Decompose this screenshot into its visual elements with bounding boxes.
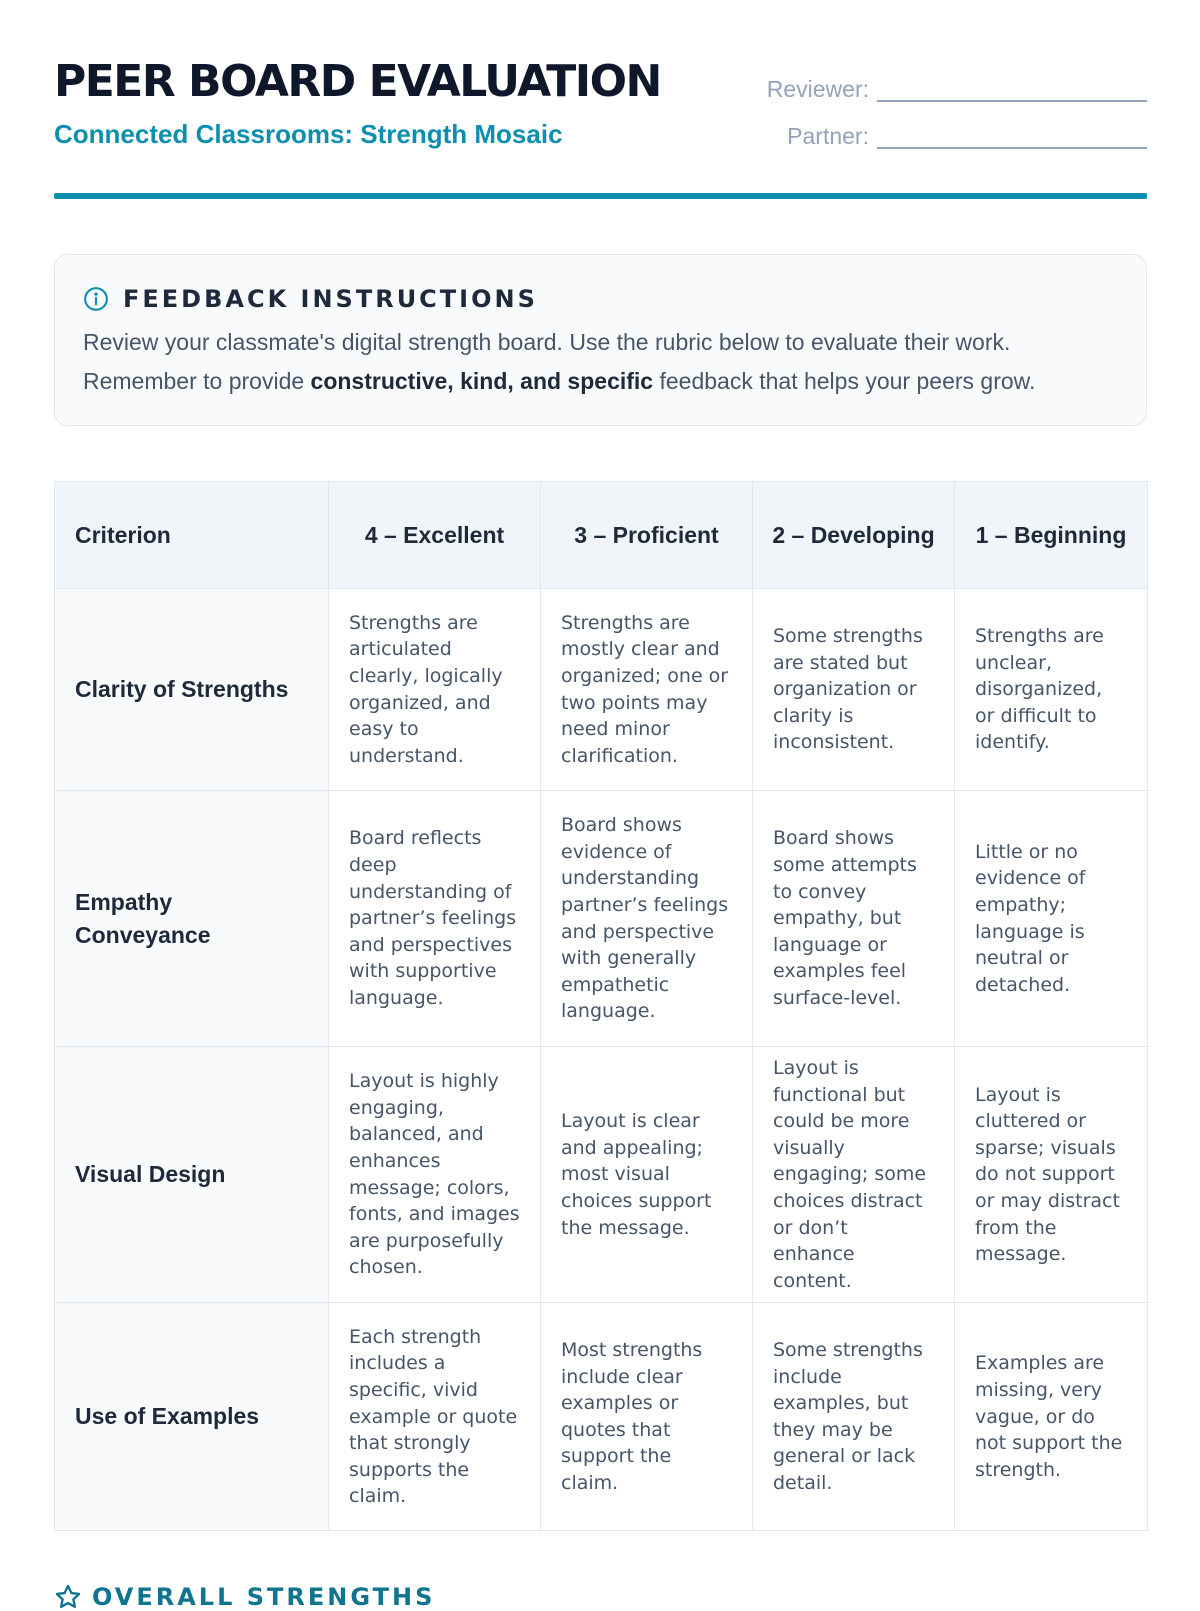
rubric-cell[interactable]: Layout is clear and appealing; most visual choices support the message. bbox=[541, 1047, 753, 1303]
rubric-cell[interactable]: Some strengths are stated but organization or clarity is inconsistent. bbox=[753, 589, 955, 791]
page-subtitle: Connected Classrooms: Strength Mosaic bbox=[54, 119, 563, 149]
rubric-cell[interactable]: Examples are missing, very vague, or do not support the strength. bbox=[955, 1303, 1148, 1531]
table-row bbox=[55, 1047, 1148, 1303]
page-title: PEER BOARD EVALUATION bbox=[54, 56, 661, 107]
header-level-4: 4 – Excellent bbox=[329, 482, 541, 589]
instructions-heading bbox=[83, 285, 538, 313]
rubric-cell[interactable]: Strengths are articulated clearly, logically organized, and easy to understand. bbox=[329, 589, 541, 791]
header-level-2: 2 – Developing bbox=[753, 482, 955, 589]
table-row bbox=[55, 1303, 1148, 1531]
rubric-cell[interactable]: Layout is cluttered or sparse; visuals do not support or may distract from the message. bbox=[955, 1047, 1148, 1303]
table-row bbox=[55, 589, 1148, 791]
instructions-title: FEEDBACK INSTRUCTIONS bbox=[123, 285, 538, 313]
reviewer-input-line[interactable] bbox=[877, 78, 1147, 102]
rubric-cell[interactable]: Little or no evidence of empathy; language is neutral or detached. bbox=[955, 791, 1148, 1047]
criterion-visual-design: Visual Design bbox=[55, 1047, 329, 1303]
reviewer-field bbox=[767, 76, 1147, 102]
rubric-cell[interactable]: Each strength includes a specific, vivid example or quote that strongly supports the claim. bbox=[329, 1303, 541, 1531]
rubric-cell[interactable]: Strengths are mostly clear and organized; one or two points may need minor clarification. bbox=[541, 589, 753, 791]
rubric-cell[interactable]: Layout is highly engaging, balanced, and enhances message; colors, fonts, and images are purposefully chosen. bbox=[329, 1047, 541, 1303]
rubric-cell[interactable]: Strengths are unclear, disorganized, or difficult to identify. bbox=[955, 589, 1148, 791]
instructions-box bbox=[54, 254, 1147, 426]
instructions-text bbox=[83, 323, 1123, 401]
header-divider bbox=[54, 193, 1147, 199]
header-level-3: 3 – Proficient bbox=[541, 482, 753, 589]
header-criterion: Criterion bbox=[55, 482, 329, 589]
header-level-1: 1 – Beginning bbox=[955, 482, 1148, 589]
rubric-cell[interactable]: Layout is functional but could be more visually engaging; some choices distract or don’t enhance content. bbox=[753, 1047, 955, 1303]
header bbox=[54, 0, 1147, 202]
rubric-table bbox=[54, 481, 1148, 1531]
criterion-clarity: Clarity of Strengths bbox=[55, 589, 329, 791]
criterion-examples: Use of Examples bbox=[55, 1303, 329, 1531]
criterion-empathy: Empathy Conveyance bbox=[55, 791, 329, 1047]
table-row bbox=[55, 791, 1148, 1047]
reviewer-label: Reviewer: bbox=[766, 76, 869, 102]
partner-field bbox=[787, 123, 1147, 149]
partner-input-line[interactable] bbox=[877, 125, 1147, 149]
instructions-text-part-1: Review your classmate's digital strength board. Use the rubric below to evaluate their work. Remember to provide bbox=[83, 329, 1011, 394]
rubric-cell[interactable]: Board reflects deep understanding of partner’s feelings and perspectives with supportive language. bbox=[329, 791, 541, 1047]
overall-strengths-heading bbox=[54, 1583, 435, 1611]
instructions-text-bold: constructive, kind, and specific bbox=[310, 368, 654, 394]
rubric-cell[interactable]: Board shows evidence of understanding partner’s feelings and perspective with generally empathetic language. bbox=[541, 791, 753, 1047]
rubric-header-row bbox=[55, 482, 1148, 589]
instructions-text-part-2: feedback that helps your peers grow. bbox=[653, 368, 1036, 394]
partner-label: Partner: bbox=[787, 123, 869, 149]
rubric-cell[interactable]: Some strengths include examples, but they may be general or lack detail. bbox=[753, 1303, 955, 1531]
rubric-cell[interactable]: Most strengths include clear examples or quotes that support the claim. bbox=[541, 1303, 753, 1531]
overall-strengths-title: OVERALL STRENGTHS bbox=[92, 1583, 436, 1611]
evaluation-page bbox=[54, 0, 1147, 1611]
info-icon bbox=[83, 286, 109, 312]
star-icon bbox=[54, 1583, 82, 1611]
rubric-cell[interactable]: Board shows some attempts to convey empathy, but language or examples feel surface-level. bbox=[753, 791, 955, 1047]
